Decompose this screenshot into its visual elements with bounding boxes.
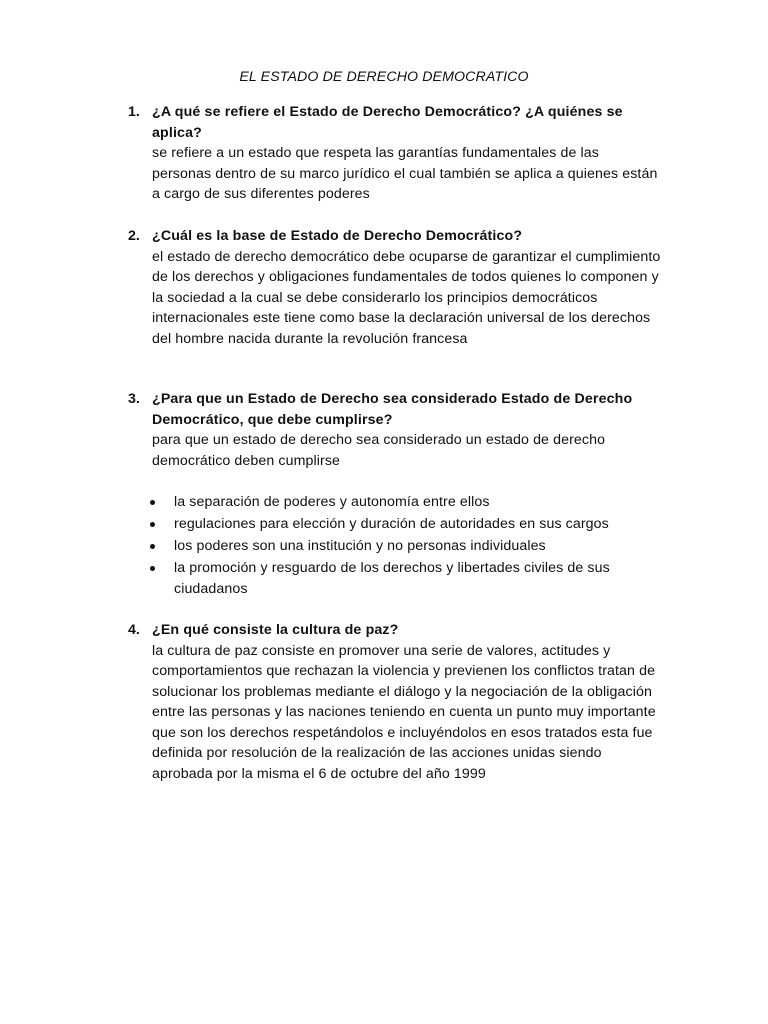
question-number: 1. xyxy=(128,104,140,120)
bullet-item xyxy=(128,536,658,557)
bullet-text: los poderes son una institución y no personas individuales xyxy=(174,538,546,554)
bullet-item xyxy=(128,514,658,535)
bullet-item xyxy=(128,558,658,599)
question-text: ¿A qué se refiere el Estado de Derecho Democrático? ¿A quiénes se aplica? xyxy=(152,104,623,141)
question-number: 4. xyxy=(128,622,140,638)
bullet-icon xyxy=(150,522,155,527)
bullet-text: la separación de poderes y autonomía entre ellos xyxy=(174,494,490,510)
document-title: EL ESTADO DE DERECHO DEMOCRATICO xyxy=(239,69,529,85)
question-number: 2. xyxy=(128,228,140,244)
question-text: ¿En qué consiste la cultura de paz? xyxy=(152,622,399,638)
requirements-bullet-list xyxy=(128,492,658,601)
question-text: ¿Para que un Estado de Derecho sea considerado Estado de Derecho Democrático, que debe cumplirse? xyxy=(152,391,633,428)
question-text: ¿Cuál es la base de Estado de Derecho Democrático? xyxy=(152,228,523,244)
answer-text: para que un estado de derecho sea considerado un estado de derecho democrático deben cumplirse xyxy=(152,432,606,469)
answer-text: se refiere a un estado que respeta las garantías fundamentales de las personas dentro de su marco jurídico el cual también se aplica a quienes están a cargo de sus diferentes poderes xyxy=(152,145,658,202)
bullet-icon xyxy=(150,544,155,549)
bullet-text: regulaciones para elección y duración de autoridades en sus cargos xyxy=(174,516,609,532)
question-number: 3. xyxy=(128,391,140,407)
bullet-text: la promoción y resguardo de los derechos y libertades civiles de sus ciudadanos xyxy=(174,560,610,597)
bullet-icon xyxy=(150,500,155,505)
bullet-icon xyxy=(150,566,155,571)
answer-text: la cultura de paz consiste en promover una serie de valores, actitudes y comportamientos que rechazan la violencia y previenen los conflictos tratan de solucionar los problemas mediante el diálogo y la negociación de la obligación entre las personas y las naciones teniendo en cuenta un punto muy importante que son los derechos respetándolos e incluyéndolos en esos tratados esta fue definida por resolución de la realización de las acciones unidas siendo aprobada por la misma el 6 de octubre del año 1999 xyxy=(152,642,656,782)
bullet-item xyxy=(128,492,658,513)
answer-text: el estado de derecho democrático debe ocuparse de garantizar el cumplimiento de los derechos y obligaciones fundamentales de todos quienes lo componen y la sociedad a la cual se debe considerarlo los principios democráticos internacionales este tiene como base la declaración universal de los derechos del hombre nacida durante la revolución francesa xyxy=(152,248,661,347)
